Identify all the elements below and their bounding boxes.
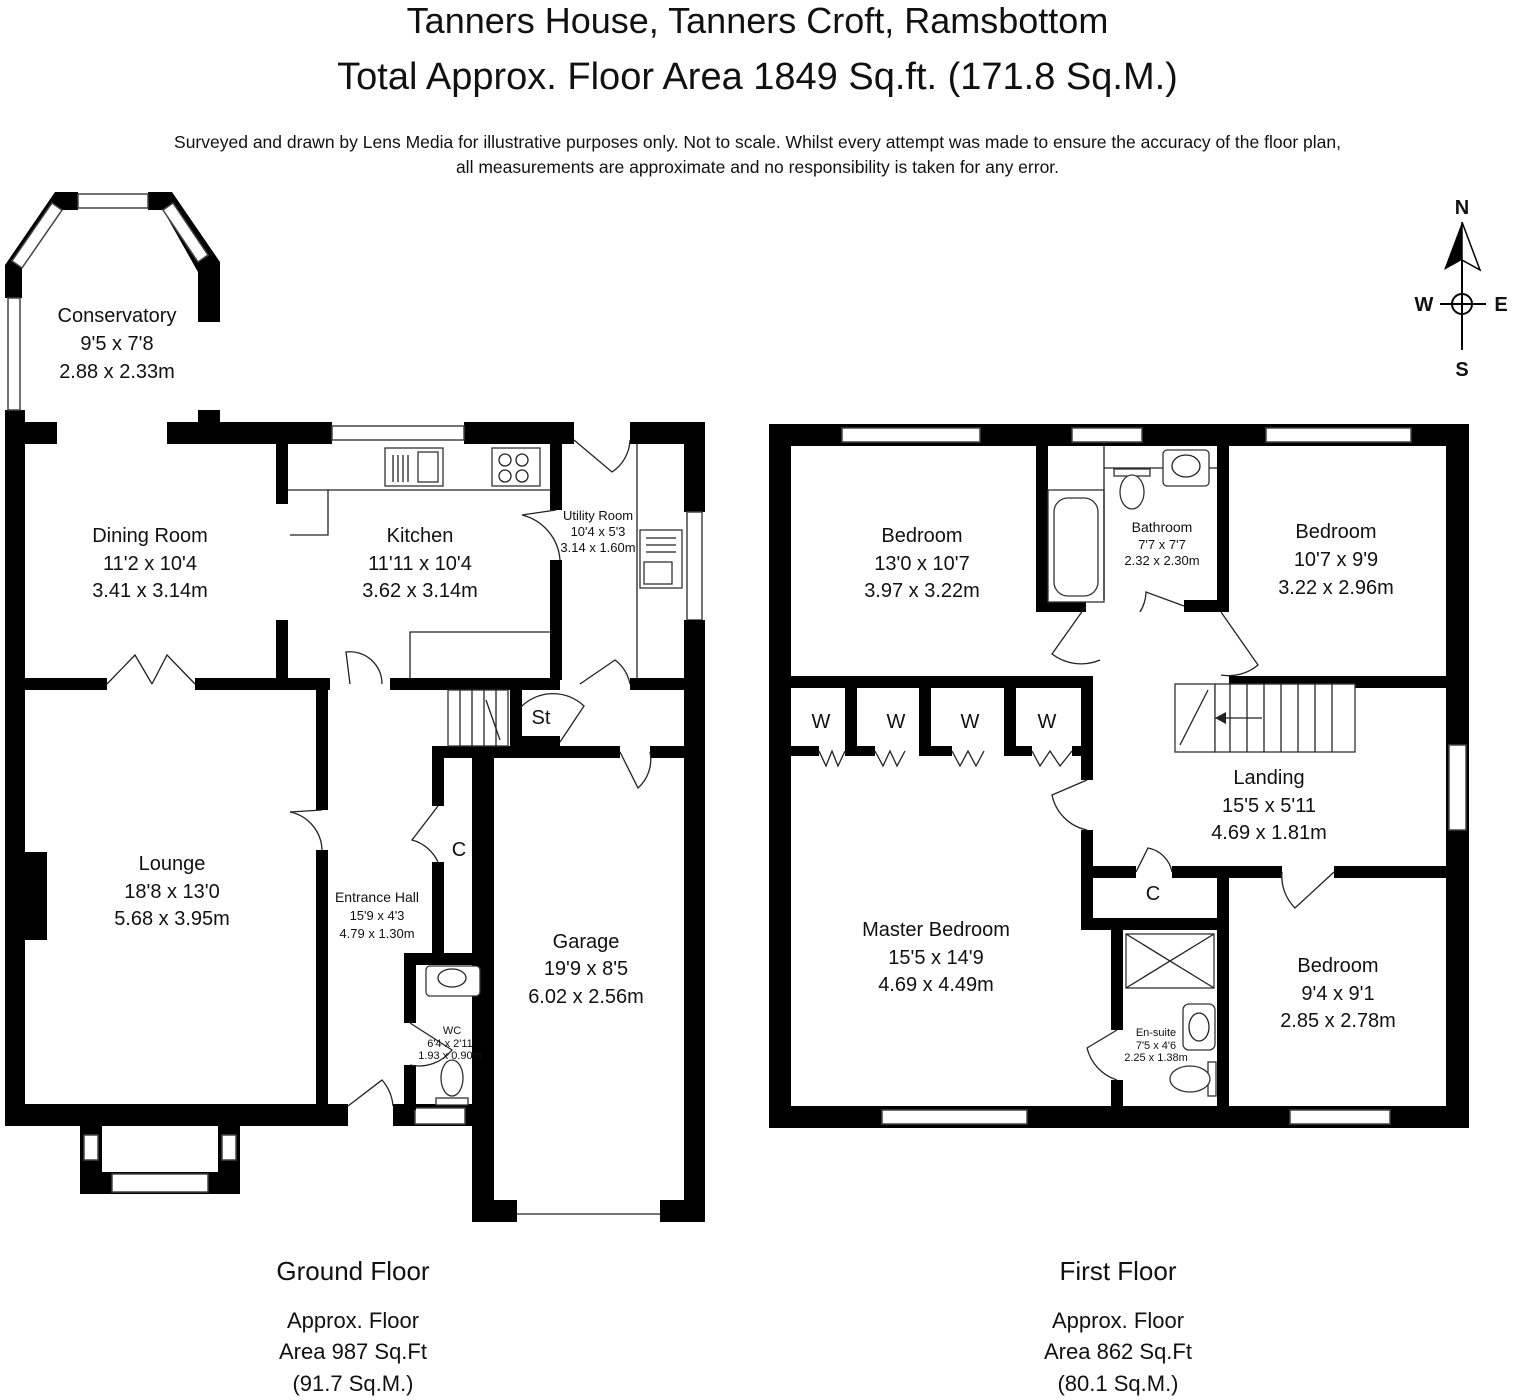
wall bbox=[845, 686, 857, 756]
wall bbox=[919, 686, 931, 756]
svg-text:7'7 x 7'7: 7'7 x 7'7 bbox=[1138, 537, 1186, 552]
first-floor-area-line-2: Area 862 Sq.Ft bbox=[1044, 1339, 1192, 1364]
master-window bbox=[882, 1110, 1027, 1124]
svg-text:15'5 x 14'9: 15'5 x 14'9 bbox=[888, 947, 984, 969]
wall bbox=[1111, 1080, 1123, 1120]
room-label-entrance-hall bbox=[335, 889, 419, 941]
property-title: Tanners House, Tanners Croft, Ramsbottom bbox=[406, 0, 1109, 41]
svg-text:15'5 x 5'11: 15'5 x 5'11 bbox=[1221, 795, 1317, 817]
wall bbox=[404, 953, 416, 1023]
wall bbox=[432, 862, 444, 962]
svg-text:10'4 x 5'3: 10'4 x 5'3 bbox=[570, 524, 626, 539]
wall bbox=[791, 676, 1091, 688]
disclaimer-line-2: all measurements are approximate and no responsibility is taken for any error. bbox=[455, 157, 1060, 177]
wall bbox=[464, 422, 574, 444]
svg-text:Bedroom: Bedroom bbox=[1295, 521, 1377, 543]
compass-south: S bbox=[1455, 359, 1469, 381]
svg-text:2.85 x 2.78m: 2.85 x 2.78m bbox=[1280, 1010, 1396, 1032]
svg-text:11'11 x 10'4: 11'11 x 10'4 bbox=[368, 553, 472, 575]
svg-text:2.88 x 2.33m: 2.88 x 2.33m bbox=[59, 361, 175, 383]
wall bbox=[276, 444, 288, 504]
wall bbox=[404, 1065, 416, 1110]
room-label-landing-cupboard: C bbox=[1145, 883, 1161, 905]
svg-text:7'5 x 4'6: 7'5 x 4'6 bbox=[1135, 1040, 1177, 1052]
svg-text:4.69 x 4.49m: 4.69 x 4.49m bbox=[878, 974, 994, 996]
landing-window bbox=[1449, 745, 1466, 830]
room-label-garage bbox=[528, 931, 644, 1008]
ground-floor-area-line-2: Area 987 Sq.Ft bbox=[279, 1339, 427, 1364]
svg-text:6'4 x 2'11: 6'4 x 2'11 bbox=[427, 1038, 473, 1050]
compass-north: N bbox=[1454, 197, 1470, 219]
svg-text:Utility Room: Utility Room bbox=[562, 508, 634, 523]
bedroom-window bbox=[842, 428, 980, 442]
room-label-store: St bbox=[531, 707, 551, 729]
compass-west: W bbox=[1414, 294, 1434, 316]
room-label-conservatory bbox=[58, 305, 177, 383]
room-label-cupboard: C bbox=[451, 839, 467, 861]
svg-text:15'9 x 4'3: 15'9 x 4'3 bbox=[349, 908, 405, 923]
room-label-bedroom-2 bbox=[1278, 521, 1394, 599]
svg-text:3.97 x 3.22m: 3.97 x 3.22m bbox=[864, 580, 980, 602]
room-label-bedroom-1 bbox=[864, 525, 980, 602]
wardrobe-label: W bbox=[886, 711, 906, 733]
wall bbox=[1217, 866, 1229, 1128]
first-floor-plan bbox=[769, 424, 1469, 1128]
first-floor-caption bbox=[1044, 1256, 1192, 1396]
wall bbox=[1004, 686, 1016, 756]
svg-text:Dining Room: Dining Room bbox=[92, 525, 208, 547]
wall bbox=[238, 1104, 348, 1126]
ground-floor-area-line-3: (91.7 Sq.M.) bbox=[292, 1371, 414, 1396]
svg-text:WC: WC bbox=[442, 1025, 462, 1037]
wall bbox=[472, 1200, 517, 1222]
west-wall bbox=[5, 422, 25, 1110]
total-floor-area: Total Approx. Floor Area 1849 Sq.ft. (171.8 Sq.M.) bbox=[337, 56, 1178, 98]
ground-stairs bbox=[448, 690, 508, 746]
room-label-bedroom-3 bbox=[1280, 955, 1396, 1032]
svg-text:Bedroom: Bedroom bbox=[881, 525, 963, 547]
wall bbox=[1081, 830, 1093, 930]
utility-window bbox=[687, 512, 702, 620]
svg-text:9'5 x 7'8: 9'5 x 7'8 bbox=[80, 333, 154, 355]
svg-text:5.68 x 3.95m: 5.68 x 3.95m bbox=[114, 908, 230, 930]
svg-text:3.14 x 1.60m: 3.14 x 1.60m bbox=[560, 540, 636, 555]
svg-text:2.25 x 1.38m: 2.25 x 1.38m bbox=[1124, 1052, 1188, 1064]
utility-units bbox=[637, 444, 682, 678]
svg-text:Bedroom: Bedroom bbox=[1297, 955, 1379, 977]
svg-text:Bathroom: Bathroom bbox=[1131, 519, 1193, 535]
wall bbox=[650, 746, 690, 758]
svg-text:9'4 x 9'1: 9'4 x 9'1 bbox=[1301, 983, 1375, 1005]
wall bbox=[432, 746, 484, 758]
wall bbox=[25, 678, 107, 690]
wall bbox=[316, 850, 328, 1106]
svg-text:Entrance Hall: Entrance Hall bbox=[334, 889, 420, 905]
svg-text:Landing: Landing bbox=[1233, 767, 1305, 789]
wall bbox=[919, 746, 952, 756]
wc-window bbox=[415, 1108, 465, 1124]
ground-floor-area-line-1: Approx. Floor bbox=[286, 1308, 420, 1333]
wall bbox=[1081, 676, 1093, 780]
wall bbox=[1111, 918, 1123, 1030]
west-wall bbox=[769, 424, 791, 1128]
wall bbox=[1334, 866, 1446, 878]
east-wall bbox=[684, 620, 705, 1220]
svg-text:2.32 x 2.30m: 2.32 x 2.30m bbox=[1124, 553, 1200, 568]
kitchen-window bbox=[332, 426, 464, 440]
disclaimer-line-1: Surveyed and drawn by Lens Media for illustrative purposes only. Not to scale. Whilst every attempt was made to ensure the accuracy of the floor plan, bbox=[174, 132, 1341, 152]
compass-rose bbox=[1415, 197, 1508, 381]
svg-text:10'7 x 9'9: 10'7 x 9'9 bbox=[1293, 549, 1379, 571]
first-floor-stairs bbox=[1175, 684, 1355, 752]
wall bbox=[316, 685, 328, 810]
wall bbox=[390, 678, 435, 690]
wall bbox=[1184, 600, 1229, 612]
svg-text:6.02 x 2.56m: 6.02 x 2.56m bbox=[528, 986, 644, 1008]
wall bbox=[630, 678, 690, 690]
wall bbox=[660, 1200, 705, 1222]
ground-floor-plan bbox=[5, 192, 705, 1222]
first-floor-title: First Floor bbox=[1059, 1256, 1177, 1286]
svg-text:Kitchen: Kitchen bbox=[386, 525, 454, 547]
wall bbox=[510, 736, 560, 748]
ensuite-fixtures bbox=[1126, 934, 1216, 1096]
svg-text:En-suite: En-suite bbox=[1135, 1027, 1177, 1039]
wall bbox=[1217, 446, 1229, 606]
wall bbox=[435, 678, 560, 690]
wall bbox=[1036, 446, 1048, 606]
wall bbox=[550, 444, 562, 510]
bedroom-window bbox=[1266, 428, 1411, 442]
ground-floor-caption bbox=[276, 1256, 430, 1396]
svg-text:3.62 x 3.14m: 3.62 x 3.14m bbox=[362, 580, 478, 602]
room-label-ensuite bbox=[1124, 1027, 1188, 1064]
room-label-master-bedroom bbox=[862, 919, 1010, 996]
wardrobe-label: W bbox=[960, 711, 980, 733]
svg-text:3.22 x 2.96m: 3.22 x 2.96m bbox=[1278, 577, 1394, 599]
wall bbox=[1004, 746, 1032, 756]
wall bbox=[1081, 866, 1136, 878]
lounge-bay-window bbox=[5, 1104, 240, 1194]
svg-text:19'9 x 8'5: 19'9 x 8'5 bbox=[543, 958, 629, 980]
room-label-lounge bbox=[114, 853, 230, 930]
ground-floor-title: Ground Floor bbox=[276, 1256, 430, 1286]
room-label-bathroom bbox=[1124, 519, 1199, 568]
bedroom-window bbox=[1290, 1110, 1390, 1124]
svg-text:Garage: Garage bbox=[552, 931, 620, 953]
wall bbox=[1072, 746, 1088, 756]
svg-text:4.69 x 1.81m: 4.69 x 1.81m bbox=[1211, 822, 1327, 844]
wall bbox=[791, 746, 819, 756]
svg-text:Conservatory: Conservatory bbox=[57, 305, 177, 327]
wall bbox=[1081, 918, 1229, 930]
svg-text:11'2 x 10'4: 11'2 x 10'4 bbox=[102, 553, 198, 575]
svg-text:Lounge: Lounge bbox=[138, 853, 206, 875]
room-label-landing bbox=[1211, 767, 1327, 844]
room-label-utility-room bbox=[560, 508, 635, 555]
fireplace bbox=[25, 852, 47, 940]
wardrobe-label: W bbox=[1037, 711, 1057, 733]
compass-east: E bbox=[1494, 294, 1508, 316]
wall bbox=[276, 620, 288, 680]
room-label-kitchen bbox=[362, 525, 478, 602]
wall bbox=[845, 746, 875, 756]
wall bbox=[550, 560, 562, 680]
bathroom-window bbox=[1072, 428, 1142, 442]
wall bbox=[684, 422, 705, 512]
svg-text:13'0 x 10'7: 13'0 x 10'7 bbox=[874, 553, 970, 575]
svg-text:18'8 x 13'0: 18'8 x 13'0 bbox=[124, 881, 220, 903]
wall bbox=[167, 422, 332, 444]
svg-text:1.93 x 0.90m: 1.93 x 0.90m bbox=[418, 1050, 482, 1062]
wall bbox=[195, 678, 330, 690]
svg-text:3.41 x 3.14m: 3.41 x 3.14m bbox=[92, 580, 208, 602]
wardrobe-label: W bbox=[811, 711, 831, 733]
svg-text:4.79 x 1.30m: 4.79 x 1.30m bbox=[339, 926, 415, 941]
room-label-dining-room bbox=[92, 525, 208, 602]
svg-text:Master Bedroom: Master Bedroom bbox=[862, 919, 1010, 941]
wall bbox=[408, 953, 484, 965]
first-floor-area-line-1: Approx. Floor bbox=[1051, 1308, 1185, 1333]
first-floor-area-line-3: (80.1 Sq.M.) bbox=[1057, 1371, 1179, 1396]
